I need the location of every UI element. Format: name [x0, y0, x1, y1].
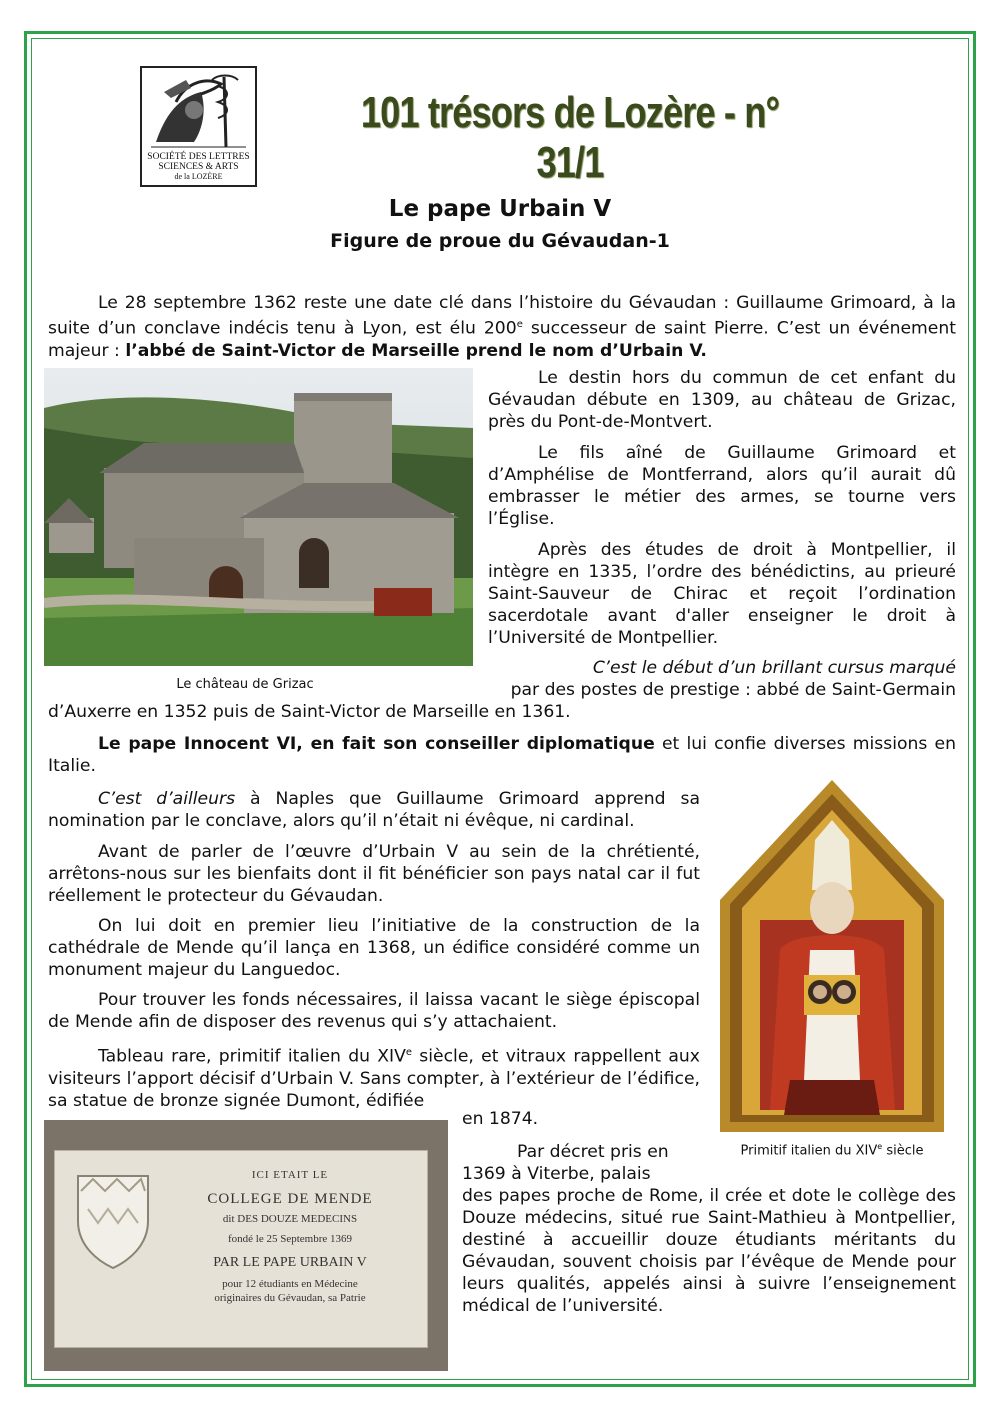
painting-caption: Primitif italien du XIVe siècle: [740, 1142, 924, 1159]
paragraph-11-end: en 1874.: [462, 1109, 539, 1129]
paragraph-4: Après des études de droit à Montpellier, il intègre en 1335, l’ordre des bénédictins, au prieuré Saint-Sauveur de Chirac et reçoit l’ordination sacerdotale avant d'aller enseigner le droit à l’Université de Montpellier.: [488, 540, 956, 648]
plaque-stone: [54, 1150, 428, 1348]
paragraph-8: Avant de parler de l’œuvre d’Urbain V au sein de la chrétienté, arrêtons-nous sur les bienfaits dont il fit bénéficier son pays natal car il fut réellement le protecteur du Gévaudan.: [48, 842, 700, 906]
paragraph-12-rest: des papes proche de Rome, il crée et dote le collège des Douze médecins, situé rue Saint-Mathieu à Montpellier, destiné à accueillir douze étudiants méritants du Gévaudan, souvent choisis par l’évêque de Mende pour leurs qualités, appelés ainsi à suivre l’enseignement médical de l’université.: [462, 1186, 956, 1316]
castle-grizac-photo: [44, 368, 473, 666]
primitive-painting: [720, 780, 944, 1132]
logo-line-1: SOCIÉTÉ DES LETTRES: [147, 152, 250, 162]
paragraph-1: Le 28 septembre 1362 reste une date clé dans l’histoire du Gévaudan : Guillaume Grimoard, à la suite d’un conclave indécis tenu à Lyon, est élu 200e successeur de saint Pierre. C’est un événement majeur : l’abbé de Saint-Victor de Marseille prend le nom d’Urbain V.: [48, 293, 956, 361]
hermes-emblem-icon: [146, 72, 251, 150]
paragraph-10: Pour trouver les fonds nécessaires, il laissa vacant le siège épiscopal de Mende afin de disposer des revenus qui s’y attachaient.: [48, 990, 700, 1032]
paragraph-5-line-3: d’Auxerre en 1352 puis de Saint-Victor de Marseille en 1361.: [48, 702, 571, 722]
plaque-line-3: dit DES DOUZE MEDECINS: [222, 1213, 358, 1225]
plaque-line-1: ICI ETAIT LE: [251, 1169, 329, 1181]
series-title: 101 trésors de Lozère - n° 31/1: [360, 88, 780, 187]
paragraph-6: Le pape Innocent VI, en fait son conseiller diplomatique et lui confie diverses missions en Italie.: [48, 734, 957, 776]
society-logo: [140, 66, 257, 187]
shield-icon: [73, 1171, 153, 1271]
paragraph-7: C’est d’ailleurs à Naples que Guillaume Grimoard apprend sa nomination par le conclave, alors qu’il n’était ni évêque, ni cardinal.: [48, 789, 700, 831]
paragraph-3: Le fils aîné de Guillaume Grimoard et d’Amphélise de Montferrand, alors qu’il aurait dû embrasser le métier des armes, se tourne vers l’Église.: [488, 443, 956, 529]
logo-line-2: SCIENCES & ARTS: [158, 162, 239, 172]
college-plaque-photo: [44, 1120, 448, 1371]
paragraph-12-line-1: Par décret pris en: [517, 1142, 669, 1162]
paragraph-2: Le destin hors du commun de cet enfant du Gévaudan débute en 1309, au château de Grizac, près du Pont-de-Montvert.: [488, 368, 956, 432]
plaque-line-7: originaires du Gévaudan, sa Patrie: [214, 1292, 366, 1304]
plaque-line-4: fondé le 25 Septembre 1369: [227, 1233, 353, 1245]
paragraph-5-line-2: par des postes de prestige : abbé de Saint-Germain: [510, 680, 956, 700]
plaque-line-6: pour 12 étudiants en Médecine: [222, 1278, 358, 1290]
article-subtitle: Figure de proue du Gévaudan-1: [330, 230, 670, 252]
castle-caption: Le château de Grizac: [176, 677, 314, 692]
paragraph-11: Tableau rare, primitif italien du XIVe siècle, et vitraux rappellent aux visiteurs l’apport décisif d’Urbain V. Sans compter, à l’extérieur de l’édifice, sa statue de bronze signée Dumont, édifiée: [48, 1046, 700, 1111]
paragraph-9: On lui doit en premier lieu l’initiative de la construction de la cathédrale de Mende qu’il lança en 1368, un édifice considéré comme un monument majeur du Languedoc.: [48, 916, 700, 980]
logo-line-3: de la LOZÈRE: [174, 172, 223, 181]
plaque-inscription: [155, 1165, 425, 1305]
paragraph-5-line-1: C’est le début d’un brillant cursus marqué: [592, 658, 956, 678]
logo-text: [142, 152, 255, 182]
article-title: Le pape Urbain V: [388, 196, 612, 222]
paragraph-12-line-2: 1369 à Viterbe, palais: [462, 1164, 651, 1184]
plaque-line-2: COLLEGE DE MENDE: [207, 1191, 373, 1207]
plaque-line-5: PAR LE PAPE URBAIN V: [213, 1255, 367, 1270]
